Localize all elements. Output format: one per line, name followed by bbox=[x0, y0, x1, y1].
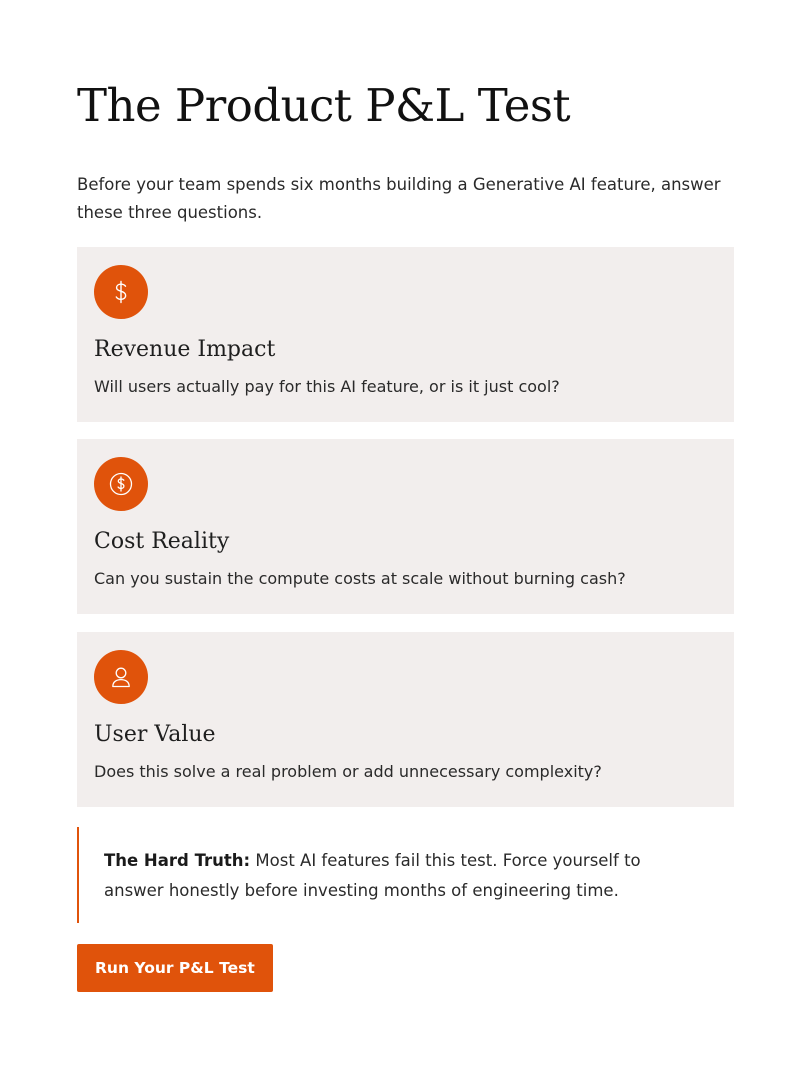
card-description: Will users actually pay for this AI feature, or is it just cool? bbox=[94, 377, 560, 396]
card-user-value bbox=[77, 632, 734, 807]
dollar-icon bbox=[94, 265, 148, 319]
card-revenue-impact bbox=[77, 247, 734, 422]
hard-truth-callout bbox=[77, 827, 719, 923]
intro-text: Before your team spends six months building a Generative AI feature, answer these three questions. bbox=[77, 175, 721, 222]
callout-body: Most AI features fail this test. Force yourself to answer honestly before investing months of engineering time. bbox=[104, 851, 641, 900]
card-title: Revenue Impact bbox=[94, 337, 276, 362]
run-pl-test-button[interactable]: Run Your P&L Test bbox=[77, 944, 273, 992]
card-title: Cost Reality bbox=[94, 529, 230, 554]
user-icon bbox=[94, 650, 148, 704]
card-title: User Value bbox=[94, 722, 216, 747]
callout-label: The Hard Truth: bbox=[104, 851, 251, 870]
dollar-circle-icon bbox=[94, 457, 148, 511]
page-title: The Product P&L Test bbox=[77, 79, 571, 132]
card-description: Can you sustain the compute costs at scale without burning cash? bbox=[94, 569, 626, 588]
card-description: Does this solve a real problem or add unnecessary complexity? bbox=[94, 762, 602, 781]
card-cost-reality bbox=[77, 439, 734, 614]
callout-text bbox=[104, 846, 704, 906]
